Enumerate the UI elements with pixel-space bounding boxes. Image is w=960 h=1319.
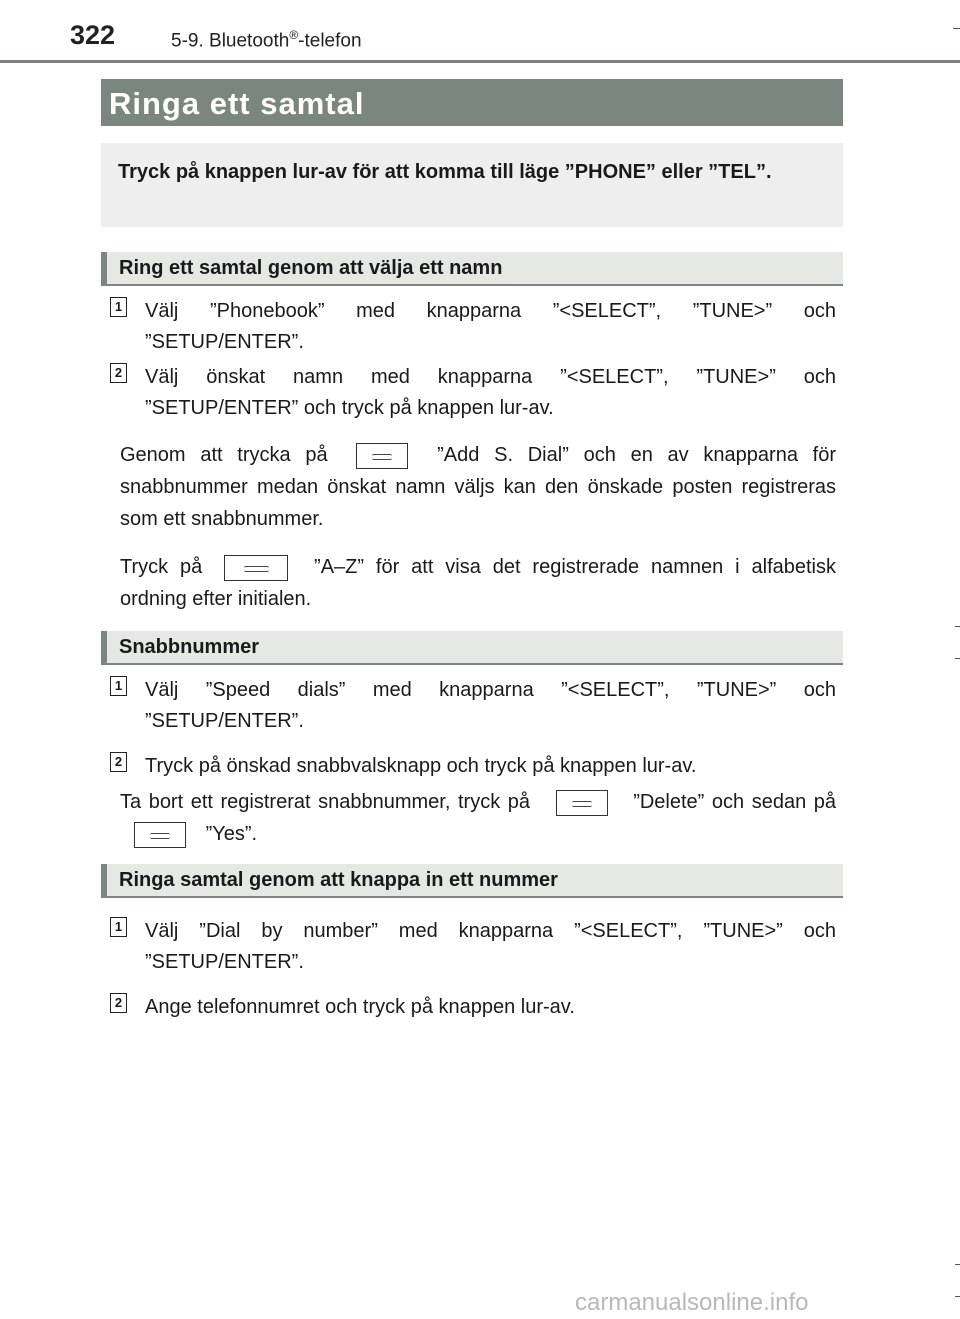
step-2-speed-dial-button	[110, 751, 836, 783]
section-heading-speed-dials: Snabbnummer	[101, 631, 843, 665]
step-text: Ange telefonnumret och tryck på knappen lur-av.	[145, 996, 575, 1018]
step-1-dial-by-number	[110, 916, 836, 980]
header-divider	[0, 60, 960, 63]
step-number: 1	[110, 676, 127, 696]
section-heading-by-name: Ring ett samtal genom att välja ett namn	[101, 252, 843, 286]
step-1-phonebook	[110, 296, 836, 360]
step-2-enter-number	[110, 992, 836, 1024]
screen-button-icon	[556, 790, 608, 816]
watermark: carmanualsonline.info	[575, 1289, 809, 1316]
registered-mark: ®	[289, 28, 299, 42]
crop-mark-bottom-right-1	[955, 1264, 960, 1265]
page-header	[0, 0, 960, 64]
step-number: 2	[110, 752, 127, 772]
step-number: 1	[110, 917, 127, 937]
step-text: Välj ”Speed dials” med knapparna ”<SELECT”, ”TUNE>” och ”SETUP/ENTER”.	[145, 679, 836, 732]
screen-button-icon	[356, 443, 408, 469]
section-heading-dial-number: Ringa samtal genom att knappa in ett nummer	[101, 864, 843, 898]
note-a-z: Tryck på ”A–Z” för att visa det registrerade namnen i alfabetisk ordning efter initialen.	[120, 556, 836, 610]
crop-mark-mid-right-1	[955, 626, 960, 627]
note-add-speed-dial: Genom att trycka på ”Add S. Dial” och en av knapparna för snabbnummer medan önskat namn väljs kan den önskade posten registreras som ett snabbnummer.	[120, 444, 837, 530]
intro-box	[101, 143, 843, 227]
crop-mark-mid-right-2	[955, 658, 960, 659]
page-number: 322	[70, 20, 116, 50]
crop-mark-top-right	[953, 28, 960, 29]
page-title: Ringa ett samtal	[101, 79, 843, 126]
intro-text: Tryck på knappen lur-av för att komma till läge ”PHONE” eller ”TEL”.	[118, 161, 772, 183]
step-text: Tryck på önskad snabbvalsknapp och tryck på knappen lur-av.	[145, 755, 697, 777]
step-number: 1	[110, 297, 127, 317]
step-number: 2	[110, 993, 127, 1013]
note-delete-speed-dial: Ta bort ett registrerat snabbnummer, tryck på ”Delete” och sedan på ”Yes”.	[120, 786, 836, 850]
crop-mark-bottom-right-2	[955, 1296, 960, 1297]
step-text: Välj ”Phonebook” med knapparna ”<SELECT”, ”TUNE>” och ”SETUP/ENTER”.	[145, 300, 836, 353]
step-1-speed-dials	[110, 675, 836, 739]
screen-button-icon	[134, 822, 186, 848]
step-text: Välj önskat namn med knapparna ”<SELECT”, ”TUNE>” och ”SETUP/ENTER” och tryck på knappen lur-av.	[145, 366, 836, 419]
screen-button-icon	[224, 555, 288, 581]
step-number: 2	[110, 363, 127, 383]
step-text: Välj ”Dial by number” med knapparna ”<SELECT”, ”TUNE>” och ”SETUP/ENTER”.	[145, 920, 836, 973]
section-reference: 5-9. Bluetooth®-telefon	[171, 28, 362, 52]
step-2-select-name	[110, 362, 836, 426]
